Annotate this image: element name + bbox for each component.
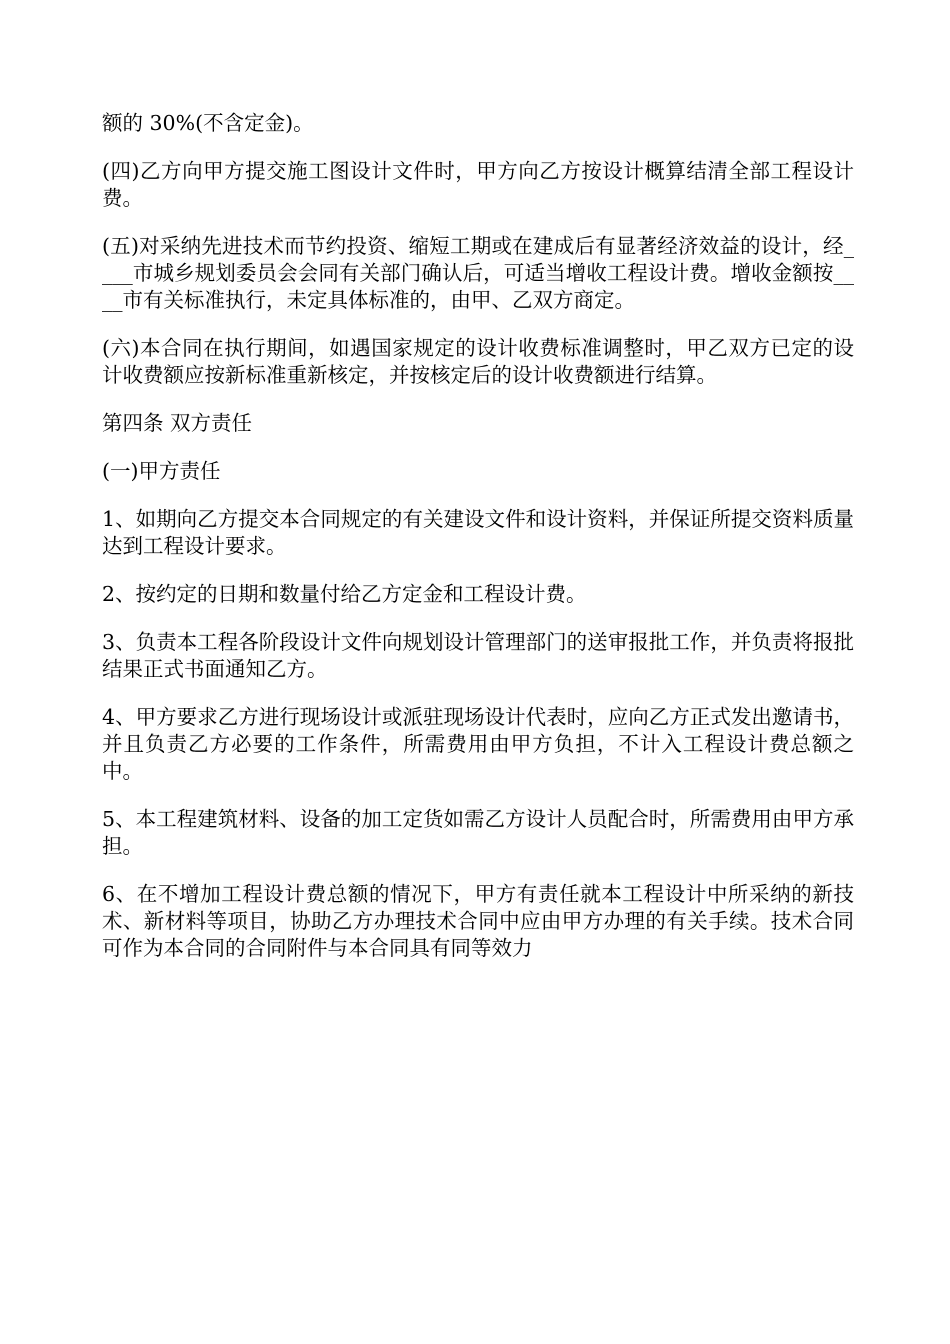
list-item-6: 6、在不增加工程设计费总额的情况下，甲方有责任就本工程设计中所采纳的新技术、新材料等项目，协助乙方办理技术合同中应由甲方办理的有关手续。技术合同可作为本合同的合同附件与本合同具有同等效力 xyxy=(102,882,854,960)
list-item-5: 5、本工程建筑材料、设备的加工定货如需乙方设计人员配合时，所需费用由甲方承担。 xyxy=(102,807,854,858)
list-item-3: 3、负责本工程各阶段设计文件向规划设计管理部门的送审报批工作，并负责将报批结果正式书面通知乙方。 xyxy=(102,630,854,681)
list-item-4: 4、甲方要求乙方进行现场设计或派驻现场设计代表时，应向乙方正式发出邀请书，并且负责乙方必要的工作条件，所需费用由甲方负担，不计入工程设计费总额之中。 xyxy=(102,705,854,783)
list-item-2: 2、按约定的日期和数量付给乙方定金和工程设计费。 xyxy=(102,582,587,606)
paragraph-fee-percentage: 额的 30%(不含定金)。 xyxy=(102,111,314,135)
paragraph-clause-4: (四)乙方向甲方提交施工图设计文件时，甲方向乙方按设计概算结清全部工程设计费。 xyxy=(102,159,854,210)
paragraph-clause-5: (五)对采纳先进技术而节约投资、缩短工期或在建成后有显著经济效益的设计，经____市城乡规划委员会会同有关部门确认后，可适当增收工程设计费。增收金额按____市有关标准执行，未定具体标准的，由甲、乙双方商定。 xyxy=(102,234,854,312)
paragraph-clause-6: (六)本合同在执行期间，如遇国家规定的设计收费标准调整时，甲乙双方已定的设计收费额应按新标准重新核定，并按核定后的设计收费额进行结算。 xyxy=(102,336,854,387)
list-item-1: 1、如期向乙方提交本合同规定的有关建设文件和设计资料，并保证所提交资料质量达到工程设计要求。 xyxy=(102,507,854,558)
subsection-heading-party-a: (一)甲方责任 xyxy=(102,459,221,483)
section-heading-article-4: 第四条 双方责任 xyxy=(102,411,253,435)
document-page xyxy=(102,110,854,983)
